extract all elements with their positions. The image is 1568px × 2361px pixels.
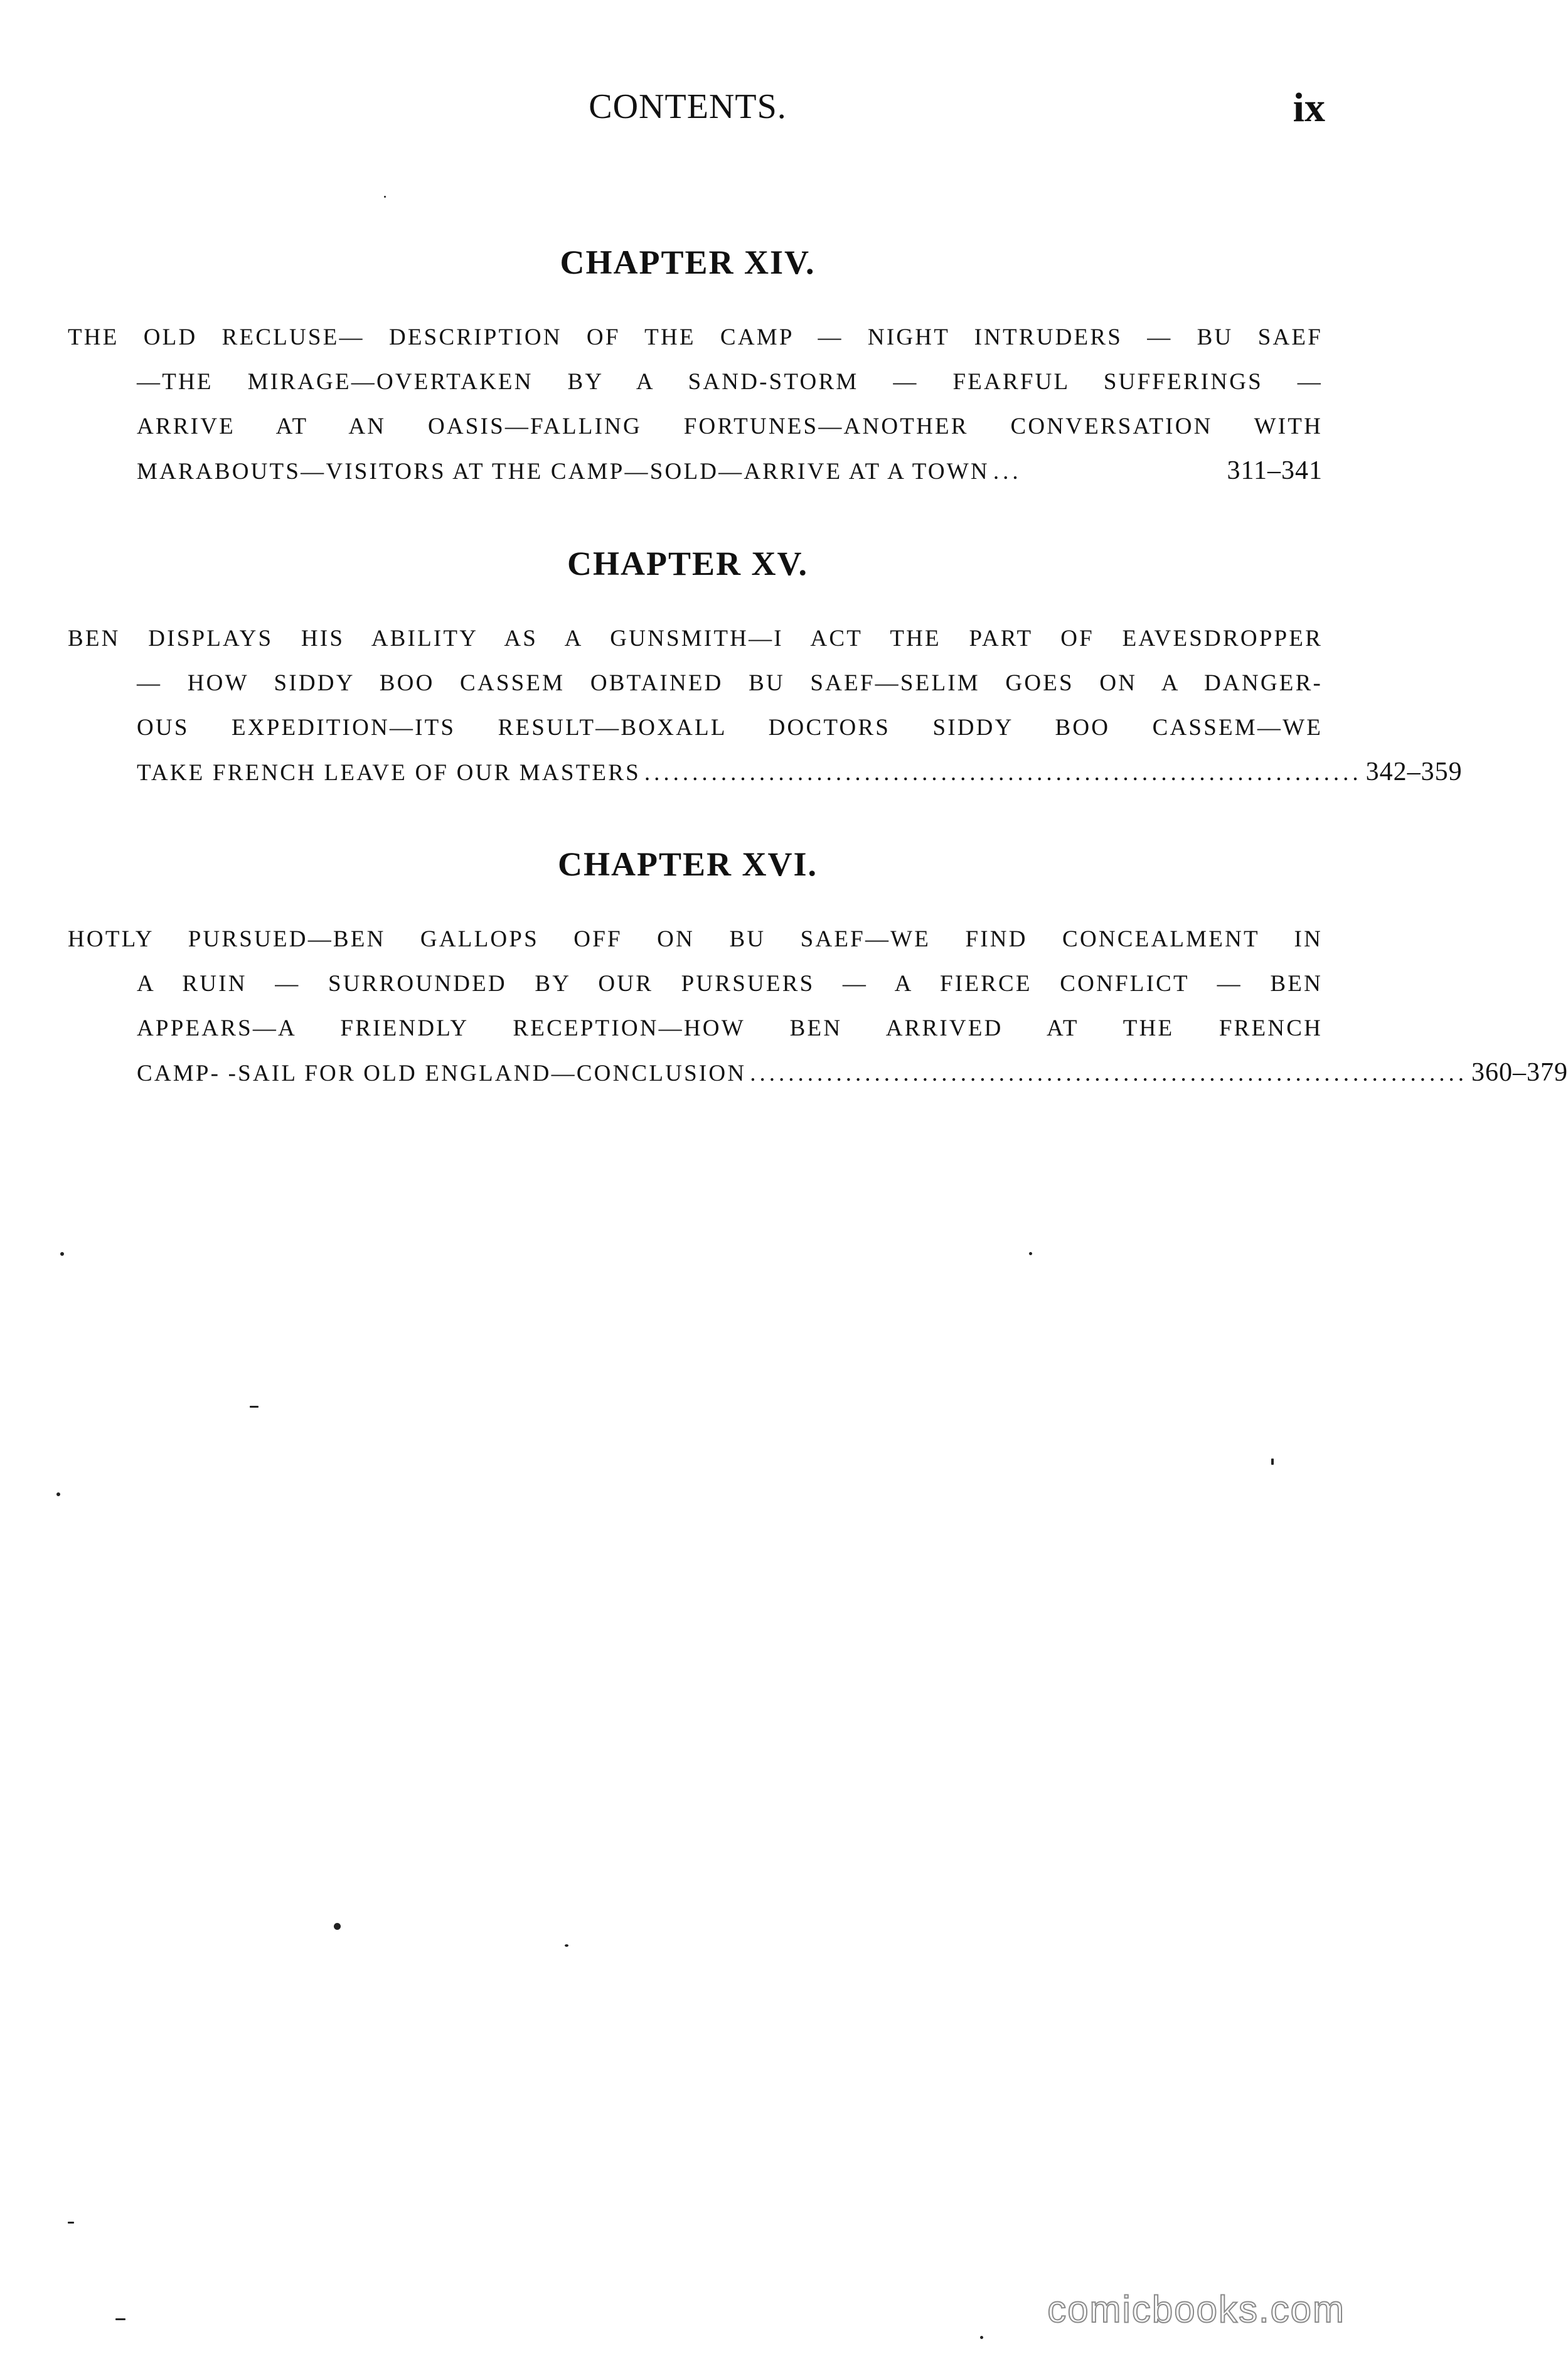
chapter-heading: CHAPTER XIV. [560,244,816,281]
scan-speck [60,1252,64,1256]
synopsis-line: CAMP- -SAIL FOR OLD ENGLAND—CONCLUSION [137,1061,747,1086]
synopsis-line: HOTLY PURSUED—BEN GALLOPS OFF ON BU SAEF—WE FIND CONCEALMENT IN [68,926,1323,952]
page-range: 342–359 [1365,758,1463,786]
running-title: CONTENTS. [589,87,787,126]
chapter-entry-xv [0,538,1463,795]
chapter-synopsis [0,616,1463,795]
scan-speck [384,196,386,198]
page-range: 360–379 [1471,1058,1568,1087]
scan-speck [1271,1459,1274,1465]
dot-leader: ... [993,459,1022,485]
scan-speck [980,2336,983,2339]
synopsis-last-line [137,750,1463,795]
page-number: ix [1293,85,1325,131]
dot-leader: ........................................................................... [750,1061,1468,1086]
watermark-logo: comicbooks.com [1047,2288,1345,2330]
scan-speck [56,1492,60,1496]
synopsis-line: BEN DISPLAYS HIS ABILITY AS A GUNSMITH—I ACT THE PART OF EAVESDROPPER [68,626,1323,651]
chapter-entry-xiv [0,237,1375,493]
synopsis-last-line [137,449,1323,493]
synopsis-line: MARABOUTS—VISITORS AT THE CAMP—SOLD—ARRIVE AT A TOWN [137,459,989,485]
synopsis-line: ARRIVE AT AN OASIS—FALLING FORTUNES—ANOTHER CONVERSATION WITH [137,414,1323,439]
synopsis-line: APPEARS—A FRIENDLY RECEPTION—HOW BEN ARRIVED AT THE FRENCH [137,1015,1323,1041]
chapter-heading: CHAPTER XV. [567,545,809,582]
synopsis-line: — HOW SIDDY BOO CASSEM OBTAINED BU SAEF—SELIM GOES ON A DANGER- [137,670,1323,696]
running-head [0,87,1375,137]
chapter-heading: CHAPTER XVI. [557,845,818,883]
synopsis-line: TAKE FRENCH LEAVE OF OUR MASTERS [137,760,641,786]
scan-speck [68,2222,74,2224]
scan-speck [115,2318,125,2320]
dot-leader: ........................................................................... [644,760,1362,786]
synopsis-last-line [137,1051,1568,1095]
page-range: 311–341 [1227,456,1323,485]
synopsis-line: A RUIN — SURROUNDED BY OUR PURSUERS — A FIERCE CONFLICT — BEN [137,971,1323,997]
scan-speck [1029,1252,1032,1255]
scan-speck [565,1944,568,1947]
synopsis-line: —THE MIRAGE—OVERTAKEN BY A SAND-STORM — FEARFUL SUFFERINGS — [137,369,1323,395]
synopsis-line: OUS EXPEDITION—ITS RESULT—BOXALL DOCTORS SIDDY BOO CASSEM—WE [137,715,1323,741]
scan-speck [334,1923,341,1930]
scan-speck [250,1406,259,1408]
chapter-entry-xvi [0,839,1568,1095]
chapter-synopsis [0,315,1375,493]
chapter-synopsis [0,917,1568,1095]
synopsis-line: THE OLD RECLUSE— DESCRIPTION OF THE CAMP — NIGHT INTRUDERS — BU SAEF [68,324,1323,350]
